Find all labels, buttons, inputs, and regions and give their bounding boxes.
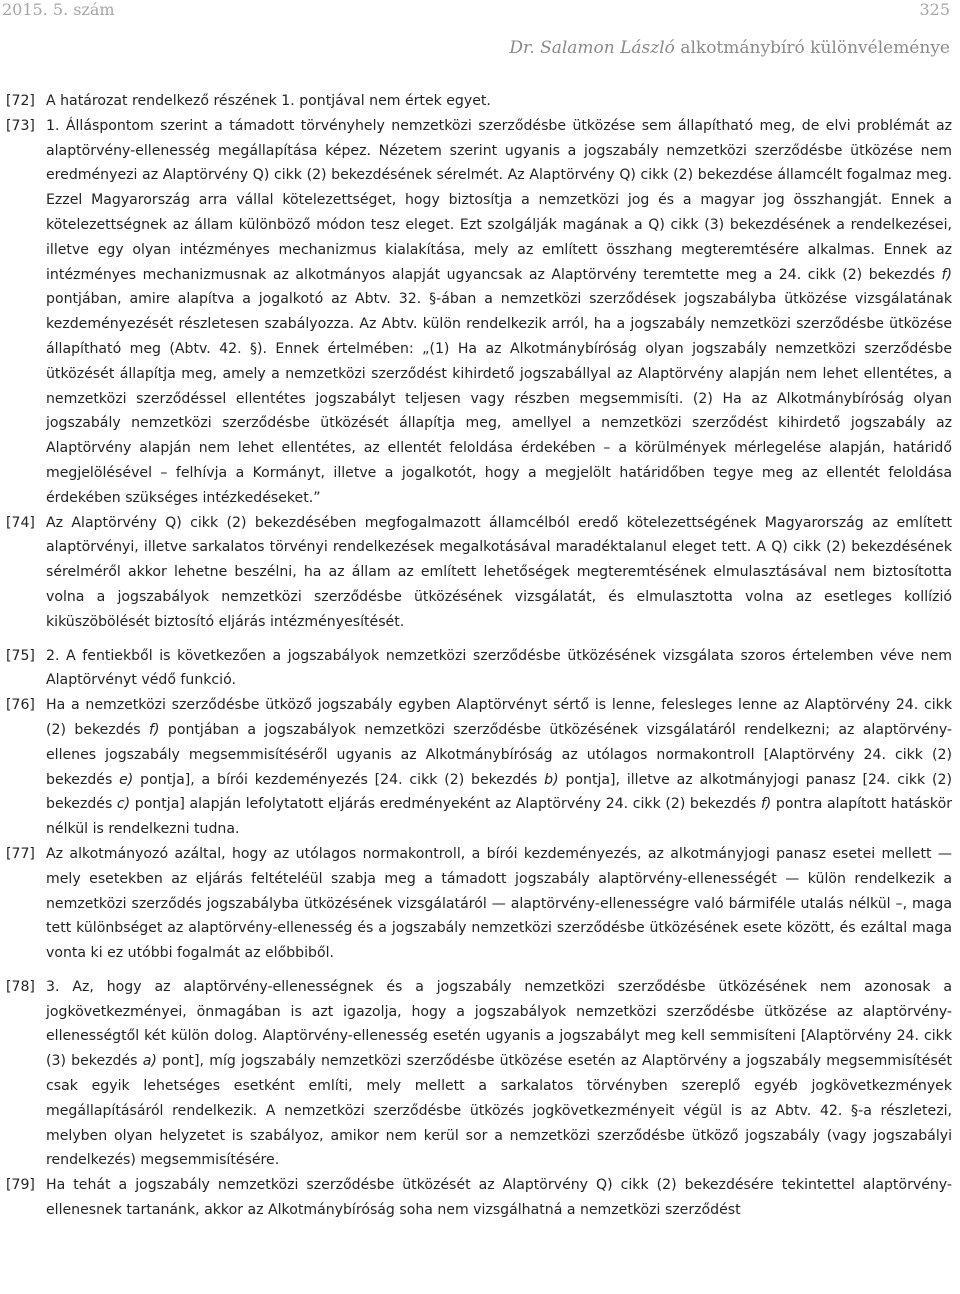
text-run: pont], míg jogszabály nemzetközi szerződésbe ütközése esetén az Alaptörvény a jogszabály megsemmisítését csak egyik lehetséges esetként említi, mely mellett a sarkalatos törvényben szereplő egyéb jogkövetkezmények megállapításáról rendelkezik. A nemzetközi szerződésbe ütközés jogkövetkezményeit végül is az Abtv. 42. §-a részletezi, melyben olyan helyzetet is szabályoz, amikor nem kerül sor a nemzetközi szerződésbe ütköző jogszabály (vagy jogszabályi rendelkezés) megsemmisítésére. <box>46 1053 952 1169</box>
paragraph-number: [74] <box>6 514 35 531</box>
paragraph-text <box>46 511 952 635</box>
paragraph-text <box>46 89 952 114</box>
paragraph <box>6 1173 952 1223</box>
paragraph-number: [76] <box>6 697 35 714</box>
paragraph-text <box>46 842 952 966</box>
text-run: Az alkotmányozó azáltal, hogy az utólagos normakontroll, a bírói kezdeményezés, az alkotmányjogi panasz esetei mellett — mely esetekben az eljárás feltételéül szabja meg a támadott jogszabály alaptörvény-ellenességét — külön rendelkezik a nemzetközi szerződés jogszabályba ütközésének vizsgálatáról — alaptörvény-ellenességre való bármiféle utalás nélkül –, maga tett különbséget az alaptörvény-ellenesség és a jogszabály nemzetközi szerződésbe ütközésének esete között, és ezáltal maga vonta ki ez utóbbi fogalmát az előbbiből. <box>46 845 952 962</box>
paragraph-text <box>46 1173 952 1223</box>
document-body <box>6 89 952 1223</box>
paragraph <box>6 644 952 694</box>
paragraph <box>6 975 952 1173</box>
text-run: pontjában a jogszabályok nemzetközi szerződésbe ütközésének vizsgálatáról rendelkezni; az alaptörvény-ellenes jogszabály megsemmisítéséről ugyanis az Alkotmánybíróság az utólagos normakontroll [Alaptörvény 24. cikk (2) bekezdés <box>46 721 952 788</box>
text-run: pontja], a bírói kezdeményezés [24. cikk (2) bekezdés <box>133 771 545 788</box>
text-run: pontjában, amire alapítva a jogalkotó az Abtv. 32. §-ában a nemzetközi szerződések jogszabályba ütközése vizsgálatának kezdeményezését részletesen szabályozza. Az Abtv. külön rendelkezik arról, ha a jogszabály nemzetközi szerződésbe ütközése állapítható meg (Abtv. 42. §). Ennek értelmében: „(1) Ha az Alkotmánybíróság olyan jogszabály nemzetközi szerződésbe ütközését állapítja meg, amely a nemzetközi szerződést kihirdető jogszabállyal az Alaptörvény alapján nem lehet ellentétes, a nemzetközi szerződéssel ellentétes jogszabályt teljesen vagy részben megsemmisíti. (2) Ha az Alkotmánybíróság olyan jogszabály nemzetközi szerződésbe ütközését állapítja meg, amellyel a nemzetközi szerződést kihirdető jogszabály az Alaptörvény alapján nem lehet ellentétes, az ellentét feloldása érdekében – a körülmények mérlegelése alapján, határidő megjelölésével – felhívja a Kormányt, illetve a jogalkotót, hogy a megjelölt határidőben tegye meg az ellentét feloldása érdekében szükséges intézkedéseket.” <box>46 291 952 506</box>
text-run: 3. Az, hogy az alaptörvény-ellenességnek és a jogszabály nemzetközi szerződésbe ütközésének nem azonosak a jogkövetkezményei, önmagában is azt igazolja, hogy a jogszabályok nemzetközi szerződésbe ütközése az alaptörvény-ellenességtől két külön dolog. Alaptörvény-ellenesség esetén ugyanis a jogszabályt meg kell semmisíteni [Alaptörvény 24. cikk (3) bekezdés <box>46 978 952 1070</box>
page-number: 325 <box>919 0 950 19</box>
text-run: A határozat rendelkező részének 1. pontjával nem értek egyet. <box>46 93 491 109</box>
text-run: pontja], illetve az alkotmányjogi panasz [24. cikk (2) bekezdés <box>46 771 952 813</box>
text-run: pontra alapított hatáskör nélkül is rendelkezni tudna. <box>46 796 952 838</box>
paragraph <box>6 114 952 511</box>
paragraph-number: [75] <box>6 647 35 664</box>
paragraph-number: [79] <box>6 1177 35 1194</box>
italic-text: f) <box>941 266 952 283</box>
italic-text: f) <box>760 796 772 813</box>
italic-text: a) <box>142 1053 157 1070</box>
paragraph-number: [78] <box>6 978 35 995</box>
paragraph-text <box>46 975 952 1173</box>
paragraph <box>6 89 952 114</box>
paragraph-text <box>46 114 952 511</box>
text-run: Az Alaptörvény Q) cikk (2) bekezdésében megfogalmazott államcélból eredő kötelezettségének Magyarország az említett alaptörvényi, illetve sarkalatos törvényi rendelkezések megalkotásával maradéktalanul eleget tett. A Q) cikk (2) bekezdésének sérelméről akkor lehetne beszélni, ha az állam az említett lehetőségek megteremtésének elmulasztásával nem biztosította volna a jogszabályok nemzetközi szerződésbe ütközésének vizsgálatát, és elmulasztotta volna az esetleges kollízió kiküszöbölését biztosító eljárás intézményesítését. <box>46 514 952 630</box>
paragraph <box>6 842 952 966</box>
text-run: pontja] alapján lefolytatott eljárás eredményeként az Alaptörvény 24. cikk (2) bekezdés <box>130 796 761 813</box>
italic-text: e) <box>119 771 134 788</box>
paragraph-text <box>46 644 952 694</box>
italic-text: b) <box>544 771 559 788</box>
running-header <box>0 0 960 30</box>
paragraph-number: [72] <box>6 93 35 109</box>
opinion-title: alkotmánybíró különvéleménye <box>674 38 950 58</box>
paragraph-text <box>46 693 952 842</box>
author-name: Dr. Salamon László <box>509 38 675 58</box>
paragraph-number: [77] <box>6 845 35 862</box>
paragraph <box>6 693 952 842</box>
paragraph <box>6 511 952 635</box>
text-run: Ha a nemzetközi szerződésbe ütköző jogszabály egyben Alaptörvényt sértő is lenne, felesleges lenne az Alaptörvény 24. cikk (2) bekezdés <box>46 697 952 738</box>
text-run: 2. A fentiekből is következően a jogszabályok nemzetközi szerződésbe ütközésének vizsgálata szoros értelemben véve nem Alaptörvényt védő funkció. <box>46 647 952 689</box>
issue-label: 2015. 5. szám <box>2 0 115 19</box>
italic-text: c) <box>116 796 131 813</box>
italic-text: f) <box>149 721 160 738</box>
opinion-heading <box>509 38 950 58</box>
paragraph-number: [73] <box>6 117 35 134</box>
text-run: Ha tehát a jogszabály nemzetközi szerződésbe ütközését az Alaptörvény Q) cikk (2) bekezdésére tekintettel alaptörvény-ellenesnek tartanánk, akkor az Alkotmánybíróság soha nem vizsgálhatná a nemzetközi szerződést <box>46 1177 952 1219</box>
text-run: 1. Álláspontom szerint a támadott törvényhely nemzetközi szerződésbe ütközése sem állapítható meg, de elvi problémát az alaptörvény-ellenesség megállapítása képez. Nézetem szerint ugyanis a jogszabály nemzetközi szerződésbe ütközése nem eredményezi az Alaptörvény Q) cikk (2) bekezdésének sérelmét. Az Alaptörvény Q) cikk (2) bekezdése államcélt fogalmaz meg. Ezzel Magyarország arra vállal kötelezettséget, hogy biztosítja a nemzetközi jog és a magyar jog összhangját. Ennek a kötelezettségnek az állam különböző módon tesz eleget. Ezt szolgálják magának a Q) cikk (3) bekezdésének a rendelkezései, illetve egy olyan intézményes mechanizmus kialakítása, mely az említett összhang megteremtésére alkalmas. Ennek az intézményes mechanizmusnak az alkotmányos alapját ugyancsak az Alaptörvény teremtette meg a 24. cikk (2) bekezdés <box>46 117 952 283</box>
